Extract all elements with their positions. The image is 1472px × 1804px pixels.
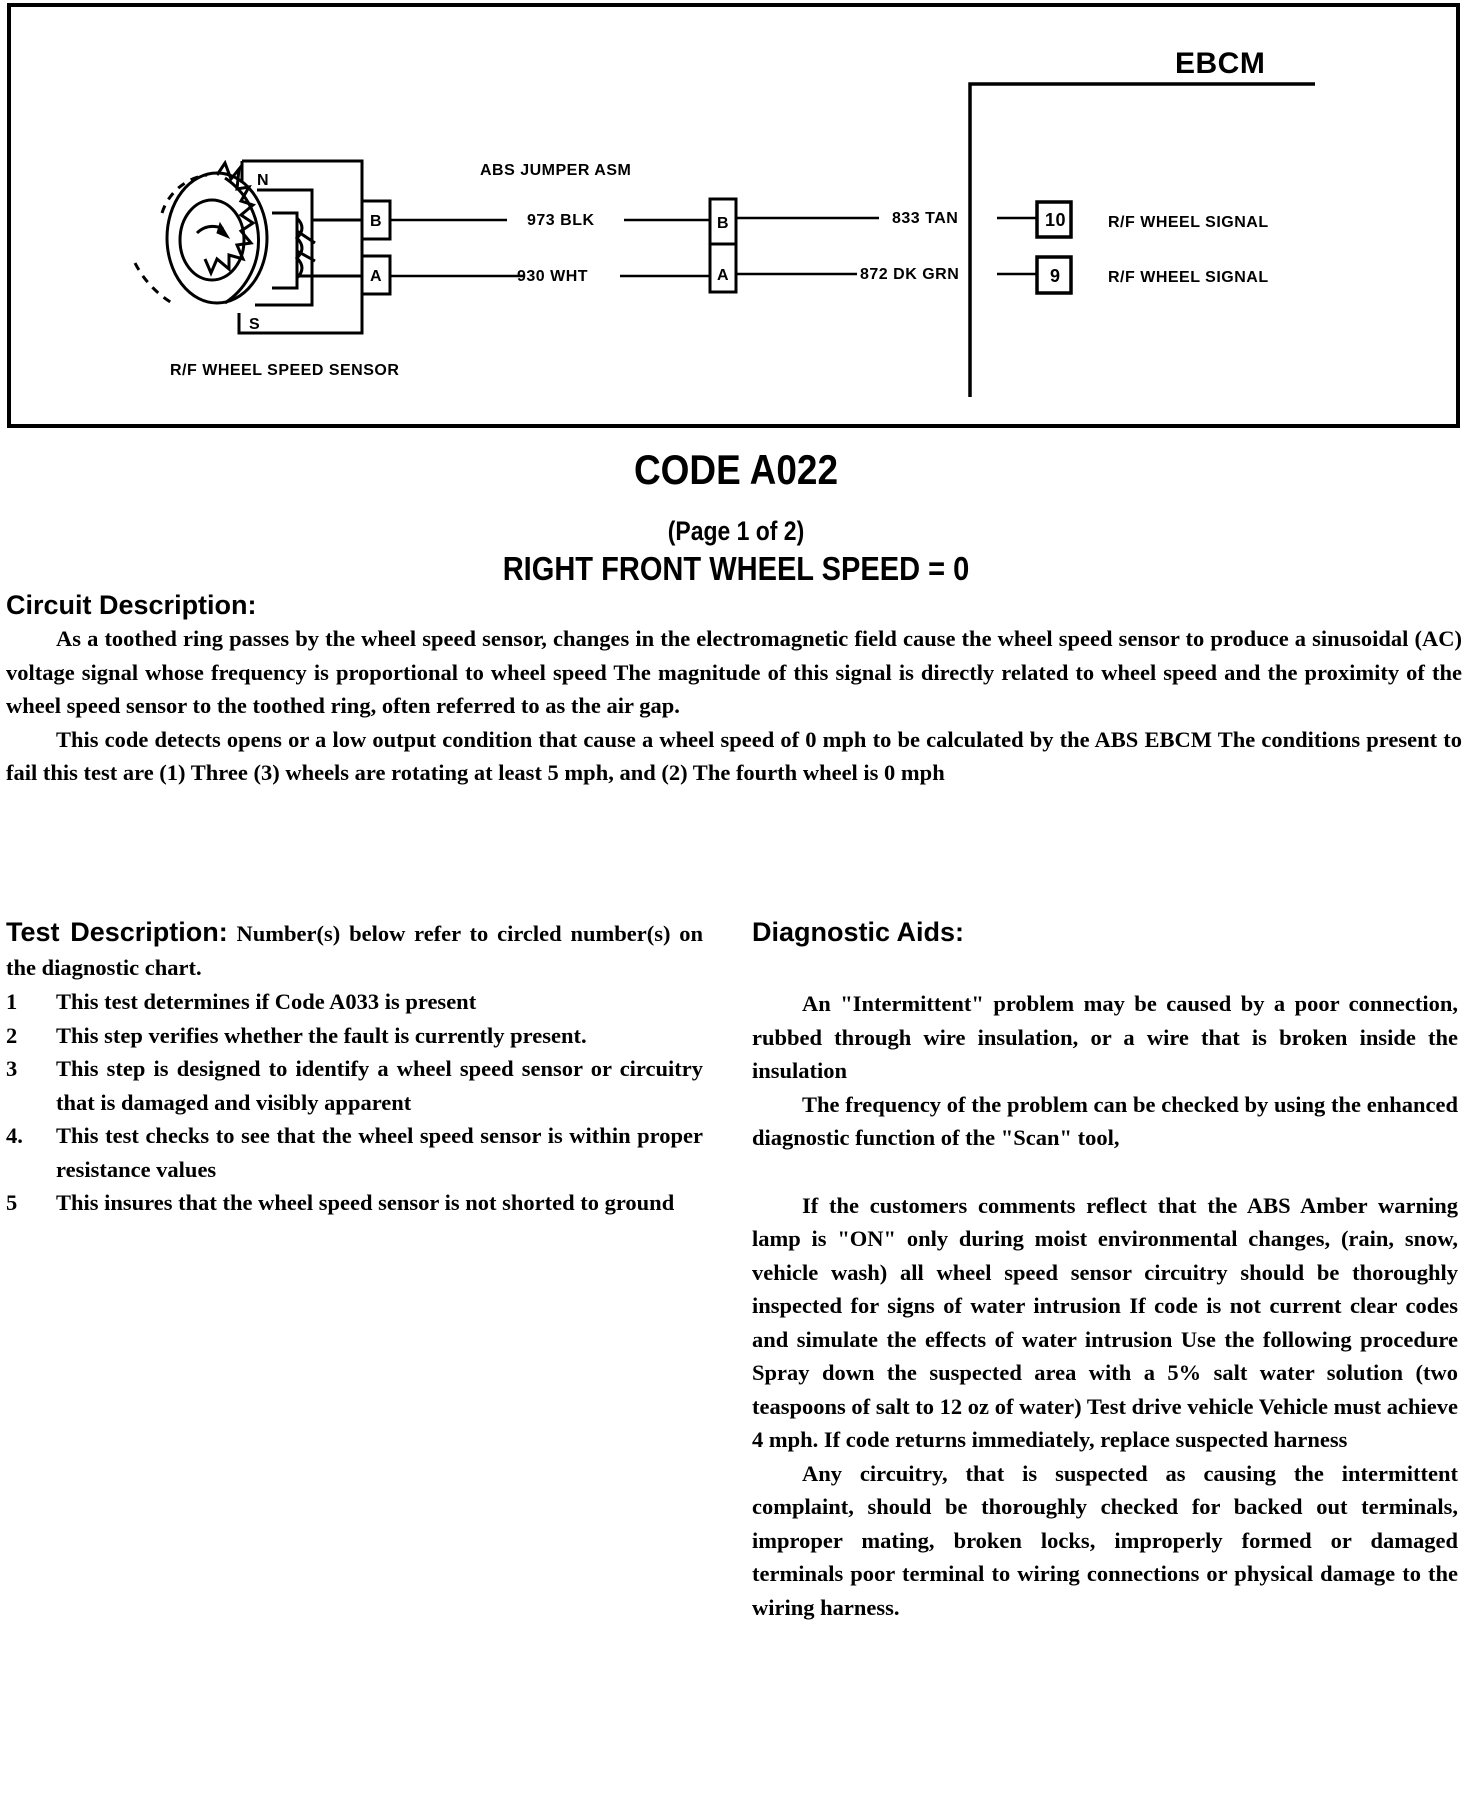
step-text: This test determines if Code A033 is present bbox=[56, 989, 477, 1014]
wiring-diagram bbox=[7, 3, 1460, 428]
code-title: CODE A022 bbox=[633, 446, 839, 493]
step-text: This insures that the wheel speed sensor is not shorted to ground bbox=[56, 1190, 675, 1215]
ebcm-pin-10: 10 bbox=[1045, 210, 1067, 230]
circuit-paragraph: This code detects opens or a low output condition that cause a wheel speed of 0 mph to be calculated by the ABS EBCM The conditions present to fail this test are (1) Three (3) wheels are rotating at least 5 mph, and (2) The fourth wheel is 0 mph bbox=[6, 726, 1462, 785]
test-step bbox=[6, 985, 703, 1019]
aids-paragraph: Any circuitry, that is suspected as causing the intermittent complaint, should be thoroughly checked for backed out terminals, improper mating, broken locks, improperly formed or damaged terminals poor terminal to wiring connections or physical damage to the wiring harness. bbox=[752, 1460, 1458, 1620]
ebcm-signal-label-2: R/F WHEEL SIGNAL bbox=[1108, 269, 1269, 286]
test-description-intro: Number(s) below refer to circled number(s) on the diagnostic chart. bbox=[6, 921, 704, 980]
south-pole-label: S bbox=[249, 316, 261, 333]
ebcm-signal-label-1: R/F WHEEL SIGNAL bbox=[1108, 214, 1269, 231]
north-pole-label: N bbox=[257, 172, 270, 189]
wire-872-dk-grn: 872 DK GRN bbox=[860, 266, 960, 283]
circuit-description-heading: Circuit Description: bbox=[6, 590, 257, 620]
wire-930-wht: 930 WHT bbox=[517, 268, 589, 285]
wiring-diagram-svg bbox=[7, 3, 1468, 436]
step-number: 1 bbox=[6, 989, 18, 1014]
test-description-section bbox=[6, 915, 703, 1220]
diagnostic-aids-heading: Diagnostic Aids: bbox=[752, 917, 965, 947]
test-step bbox=[6, 1119, 703, 1186]
step-number: 5 bbox=[6, 1190, 18, 1215]
ebcm-pin-9: 9 bbox=[1050, 266, 1061, 286]
test-step bbox=[6, 1052, 703, 1119]
page-indicator: (Page 1 of 2) bbox=[667, 516, 805, 546]
step-text: This step is designed to identify a wheel speed sensor or circuitry that is damaged and visibly apparent bbox=[56, 1056, 703, 1115]
circuit-description-section bbox=[6, 588, 1462, 790]
diagnostic-aids-section bbox=[752, 915, 1458, 1624]
ebcm-label: EBCM bbox=[1175, 47, 1266, 80]
step-number: 2 bbox=[6, 1022, 18, 1048]
step-text: This test checks to see that the wheel speed sensor is within proper resistance values bbox=[56, 1123, 703, 1182]
wire-833-tan: 833 TAN bbox=[892, 210, 959, 227]
sensor-terminal-a: A bbox=[370, 268, 383, 285]
circuit-paragraph: As a toothed ring passes by the wheel speed sensor, changes in the electromagnetic field cause the wheel speed sensor to produce a sinusoidal (AC) voltage signal whose frequency is proportional to wheel speed The magnitude of this signal is directly related to wheel speed and the proximity of the wheel speed sensor to the toothed ring, often referred to as the air gap. bbox=[6, 626, 1462, 718]
test-step bbox=[6, 1186, 703, 1220]
step-number: 3 bbox=[6, 1056, 18, 1081]
jumper-assembly-label: ABS JUMPER ASM bbox=[480, 162, 632, 179]
aids-paragraph: If the customers comments reflect that the ABS Amber warning lamp is "ON" only during moist environmental changes, (rain, snow, vehicle wash) all wheel speed sensor circuitry should be thoroughly inspected for signs of water intrusion If code is not current clear codes and simulate the effects of water intrusion Use the following procedure Spray down the suspected area with a 5% salt water solution (two teaspoons of salt to 12 oz of water) Test drive vehicle Vehicle must achieve 4 mph. If code returns immediately, replace suspected harness bbox=[752, 1192, 1458, 1452]
test-steps-list bbox=[6, 985, 703, 1220]
page-subtitle: RIGHT FRONT WHEEL SPEED = 0 bbox=[502, 550, 970, 587]
jumper-terminal-b: B bbox=[717, 215, 730, 232]
ebcm-module bbox=[970, 84, 1315, 397]
sensor-label: R/F WHEEL SPEED SENSOR bbox=[170, 362, 400, 379]
aids-paragraph: An "Intermittent" problem may be caused by a poor connection, rubbed through wire insulation, or a wire that is broken inside the insulation bbox=[752, 991, 1458, 1083]
jumper-terminal-a: A bbox=[717, 267, 730, 284]
wire-973-blk: 973 BLK bbox=[527, 212, 595, 229]
test-description-heading: Test Description: bbox=[6, 917, 228, 947]
test-step bbox=[6, 1019, 703, 1053]
sensor-terminal-b: B bbox=[370, 213, 383, 230]
aids-paragraph: The frequency of the problem can be checked by using the enhanced diagnostic function of the "Scan" tool, bbox=[752, 1091, 1458, 1150]
step-number: 4. bbox=[6, 1123, 23, 1148]
step-text: This step verifies whether the fault is currently present. bbox=[56, 1022, 587, 1048]
wheel-speed-sensor-icon bbox=[135, 163, 270, 303]
